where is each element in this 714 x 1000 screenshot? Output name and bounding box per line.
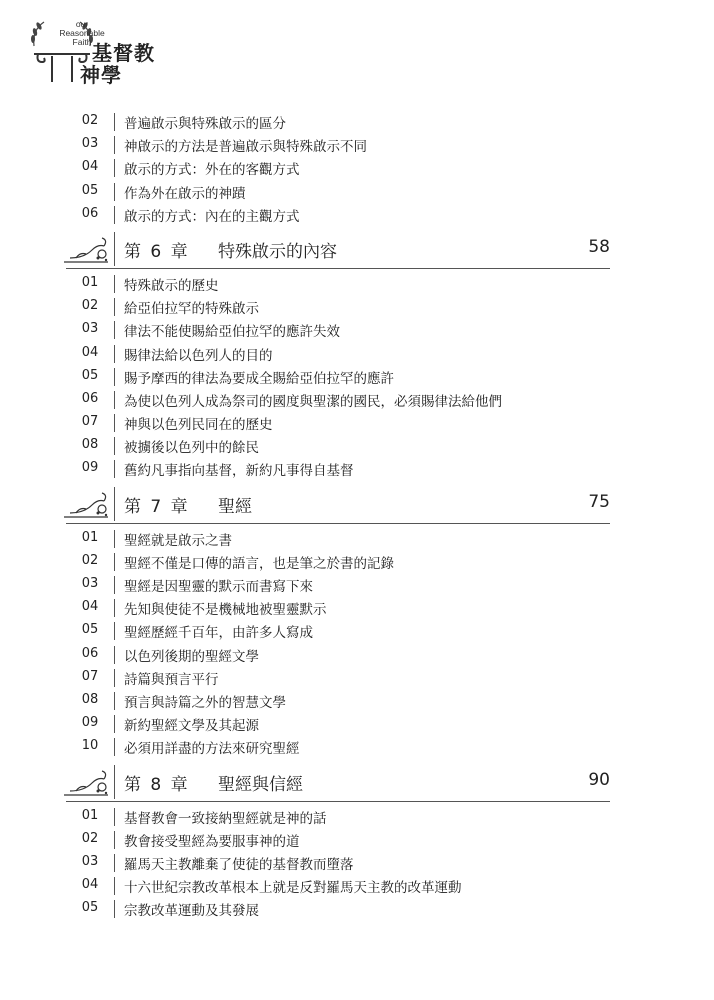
divider	[114, 159, 115, 177]
entry-title: 聖經就是啟示之書	[124, 532, 232, 549]
chapter-label: 第 8 章	[124, 774, 190, 795]
entry-title: 給亞伯拉罕的特殊啟示	[124, 301, 259, 318]
toc-entry[interactable]	[0, 666, 714, 689]
entry-number: 05	[81, 900, 99, 916]
entry-number: 05	[81, 182, 99, 198]
divider	[114, 414, 115, 432]
entry-number: 07	[81, 668, 99, 684]
divider	[114, 877, 115, 895]
entry-number: 06	[81, 645, 99, 661]
chapter-label: 第 6 章	[124, 241, 190, 262]
logo-tagline-line: Faith	[72, 37, 92, 47]
chapter-page-number: 75	[588, 491, 610, 512]
toc-entry[interactable]	[0, 434, 714, 457]
divider	[66, 268, 610, 269]
toc-entry[interactable]	[0, 643, 714, 666]
divider	[114, 298, 115, 316]
toc-section	[0, 481, 714, 759]
toc-entry[interactable]	[0, 457, 714, 480]
entry-title: 特殊啟示的歷史	[124, 277, 219, 294]
toc-entry[interactable]	[0, 203, 714, 226]
toc-entry[interactable]	[0, 388, 714, 411]
entry-title: 啟示的方式：外在的客觀方式	[124, 162, 300, 179]
logo-title-line: 基督教	[92, 41, 155, 65]
divider	[114, 232, 115, 266]
chapter-page-number: 90	[588, 769, 610, 790]
toc-entry[interactable]	[0, 897, 714, 920]
divider	[114, 808, 115, 826]
divider	[114, 460, 115, 478]
toc-section	[0, 226, 714, 481]
toc-entry[interactable]	[0, 851, 714, 874]
divider	[114, 854, 115, 872]
toc-entry[interactable]	[0, 735, 714, 758]
publisher-logo	[22, 16, 172, 94]
chapter-title	[124, 237, 337, 262]
entry-title: 先知與使徒不是機械地被聖靈默示	[124, 602, 327, 619]
divider	[114, 765, 115, 799]
entry-number: 03	[81, 853, 99, 869]
divider	[114, 530, 115, 548]
entry-title: 聖經歷經千百年，由許多人寫成	[124, 625, 313, 642]
divider	[114, 368, 115, 386]
divider	[114, 345, 115, 363]
chapter-heading[interactable]	[0, 759, 714, 805]
divider	[114, 900, 115, 918]
toc-entry[interactable]	[0, 596, 714, 619]
entry-title: 聖經不僅是口傳的語言，也是筆之於書的記錄	[124, 555, 394, 572]
entry-number: 01	[81, 274, 99, 290]
entry-title: 預言與詩篇之外的智慧文學	[124, 694, 286, 711]
divider	[114, 487, 115, 521]
divider	[66, 801, 610, 802]
chapter-ornament	[62, 234, 110, 268]
entry-title: 賜律法給以色列人的目的	[124, 347, 273, 364]
toc-entry[interactable]	[0, 318, 714, 341]
divider	[114, 391, 115, 409]
divider	[114, 738, 115, 756]
entry-number: 05	[81, 622, 99, 638]
chapter-name: 聖經	[218, 496, 252, 517]
toc-entry[interactable]	[0, 110, 714, 133]
toc-entry[interactable]	[0, 295, 714, 318]
toc-entry[interactable]	[0, 828, 714, 851]
entry-title: 為使以色列人成為祭司的國度與聖潔的國民，必須賜律法給他們	[124, 393, 502, 410]
entry-number: 02	[81, 113, 99, 128]
divider	[114, 136, 115, 154]
entry-number: 09	[81, 715, 99, 731]
entry-number: 02	[81, 298, 99, 314]
logo-title-line: 神學	[80, 63, 122, 87]
divider	[114, 669, 115, 687]
divider	[114, 599, 115, 617]
entry-number: 02	[81, 830, 99, 846]
chapter-label: 第 7 章	[124, 496, 190, 517]
entry-title: 基督教會一致接納聖經就是神的話	[124, 810, 327, 827]
toc-entry[interactable]	[0, 712, 714, 735]
entry-number: 05	[81, 367, 99, 383]
chapter-name: 聖經與信經	[218, 774, 303, 795]
divider	[114, 275, 115, 293]
entry-number: 04	[81, 344, 99, 360]
divider	[114, 113, 115, 131]
entry-title: 律法不能使賜給亞伯拉罕的應許失效	[124, 324, 340, 341]
entry-title: 舊約凡事指向基督，新約凡事得自基督	[124, 463, 354, 480]
toc-entry[interactable]	[0, 342, 714, 365]
entry-title: 宗教改革運動及其發展	[124, 903, 259, 920]
entry-number: 01	[81, 807, 99, 823]
entry-title: 作為外在啟示的神蹟	[124, 185, 246, 202]
entry-title: 新約聖經文學及其起源	[124, 718, 259, 735]
entry-title: 賜予摩西的律法為要成全賜給亞伯拉罕的應許	[124, 370, 394, 387]
entry-number: 03	[81, 576, 99, 591]
toc-section	[0, 110, 714, 226]
ornament-icon	[62, 489, 110, 519]
entry-number: 06	[81, 205, 99, 221]
divider	[114, 437, 115, 455]
entry-number: 08	[81, 437, 99, 453]
chapter-title	[124, 770, 303, 795]
divider	[114, 646, 115, 664]
toc-entry[interactable]	[0, 573, 714, 596]
entry-title: 神啟示的方法是普遍啟示與特殊啟示不同	[124, 139, 367, 156]
chapter-ornament	[62, 767, 110, 801]
entry-title: 啟示的方式：內在的主觀方式	[124, 208, 300, 225]
toc-entry[interactable]	[0, 180, 714, 203]
divider	[66, 523, 610, 524]
divider	[114, 831, 115, 849]
toc-entry[interactable]	[0, 411, 714, 434]
entry-title: 神與以色列民同在的歷史	[124, 417, 273, 434]
chapter-heading[interactable]	[0, 481, 714, 527]
entry-number: 02	[81, 552, 99, 568]
toc-entry[interactable]	[0, 156, 714, 179]
entry-title: 被擄後以色列中的餘民	[124, 440, 259, 457]
table-of-contents	[0, 110, 714, 920]
ornament-icon	[62, 767, 110, 797]
toc-section	[0, 759, 714, 921]
entry-number: 03	[81, 136, 99, 152]
toc-entry[interactable]	[0, 874, 714, 897]
toc-entry[interactable]	[0, 805, 714, 828]
divider	[114, 715, 115, 733]
logo-tagline-line: Reasonable	[59, 28, 105, 38]
toc-entry[interactable]	[0, 527, 714, 550]
entry-number: 09	[81, 460, 99, 476]
entry-number: 08	[81, 691, 99, 707]
entry-title: 以色列後期的聖經文學	[124, 648, 259, 665]
entry-title: 普遍啟示與特殊啟示的區分	[124, 116, 286, 132]
chapter-name: 特殊啟示的內容	[218, 241, 337, 262]
entry-number: 04	[81, 599, 99, 615]
ornament-icon	[62, 234, 110, 264]
toc-entry[interactable]	[0, 550, 714, 573]
entry-title: 必須用詳盡的方法來研究聖經	[124, 741, 300, 758]
logo-tagline-line: our	[75, 19, 89, 29]
entry-number: 04	[81, 159, 99, 175]
divider	[114, 206, 115, 224]
chapter-title	[124, 492, 252, 517]
divider	[114, 321, 115, 339]
toc-entry[interactable]	[0, 689, 714, 712]
chapter-ornament	[62, 489, 110, 523]
chapter-heading[interactable]	[0, 226, 714, 272]
divider	[114, 622, 115, 640]
entry-number: 06	[81, 390, 99, 406]
entry-number: 10	[81, 738, 99, 754]
entry-title: 聖經是因聖靈的默示而書寫下來	[124, 579, 313, 595]
toc-entry[interactable]	[0, 133, 714, 156]
divider	[114, 692, 115, 710]
entry-title: 教會接受聖經為要服事神的道	[124, 833, 300, 850]
toc-entry[interactable]	[0, 619, 714, 642]
logo-title	[80, 41, 155, 87]
entry-number: 04	[81, 877, 99, 893]
toc-entry[interactable]	[0, 365, 714, 388]
entry-number: 03	[81, 321, 99, 337]
chapter-page-number: 58	[588, 236, 610, 257]
entry-title: 十六世紀宗教改革根本上就是反對羅馬天主教的改革運動	[124, 880, 462, 897]
entry-title: 詩篇與預言平行	[124, 671, 219, 688]
divider	[114, 576, 115, 594]
entry-number: 07	[81, 414, 99, 430]
entry-title: 羅馬天主教離棄了使徒的基督教而墮落	[124, 856, 354, 873]
entry-number: 01	[81, 529, 99, 545]
toc-entry[interactable]	[0, 272, 714, 295]
divider	[114, 553, 115, 571]
divider	[114, 183, 115, 201]
